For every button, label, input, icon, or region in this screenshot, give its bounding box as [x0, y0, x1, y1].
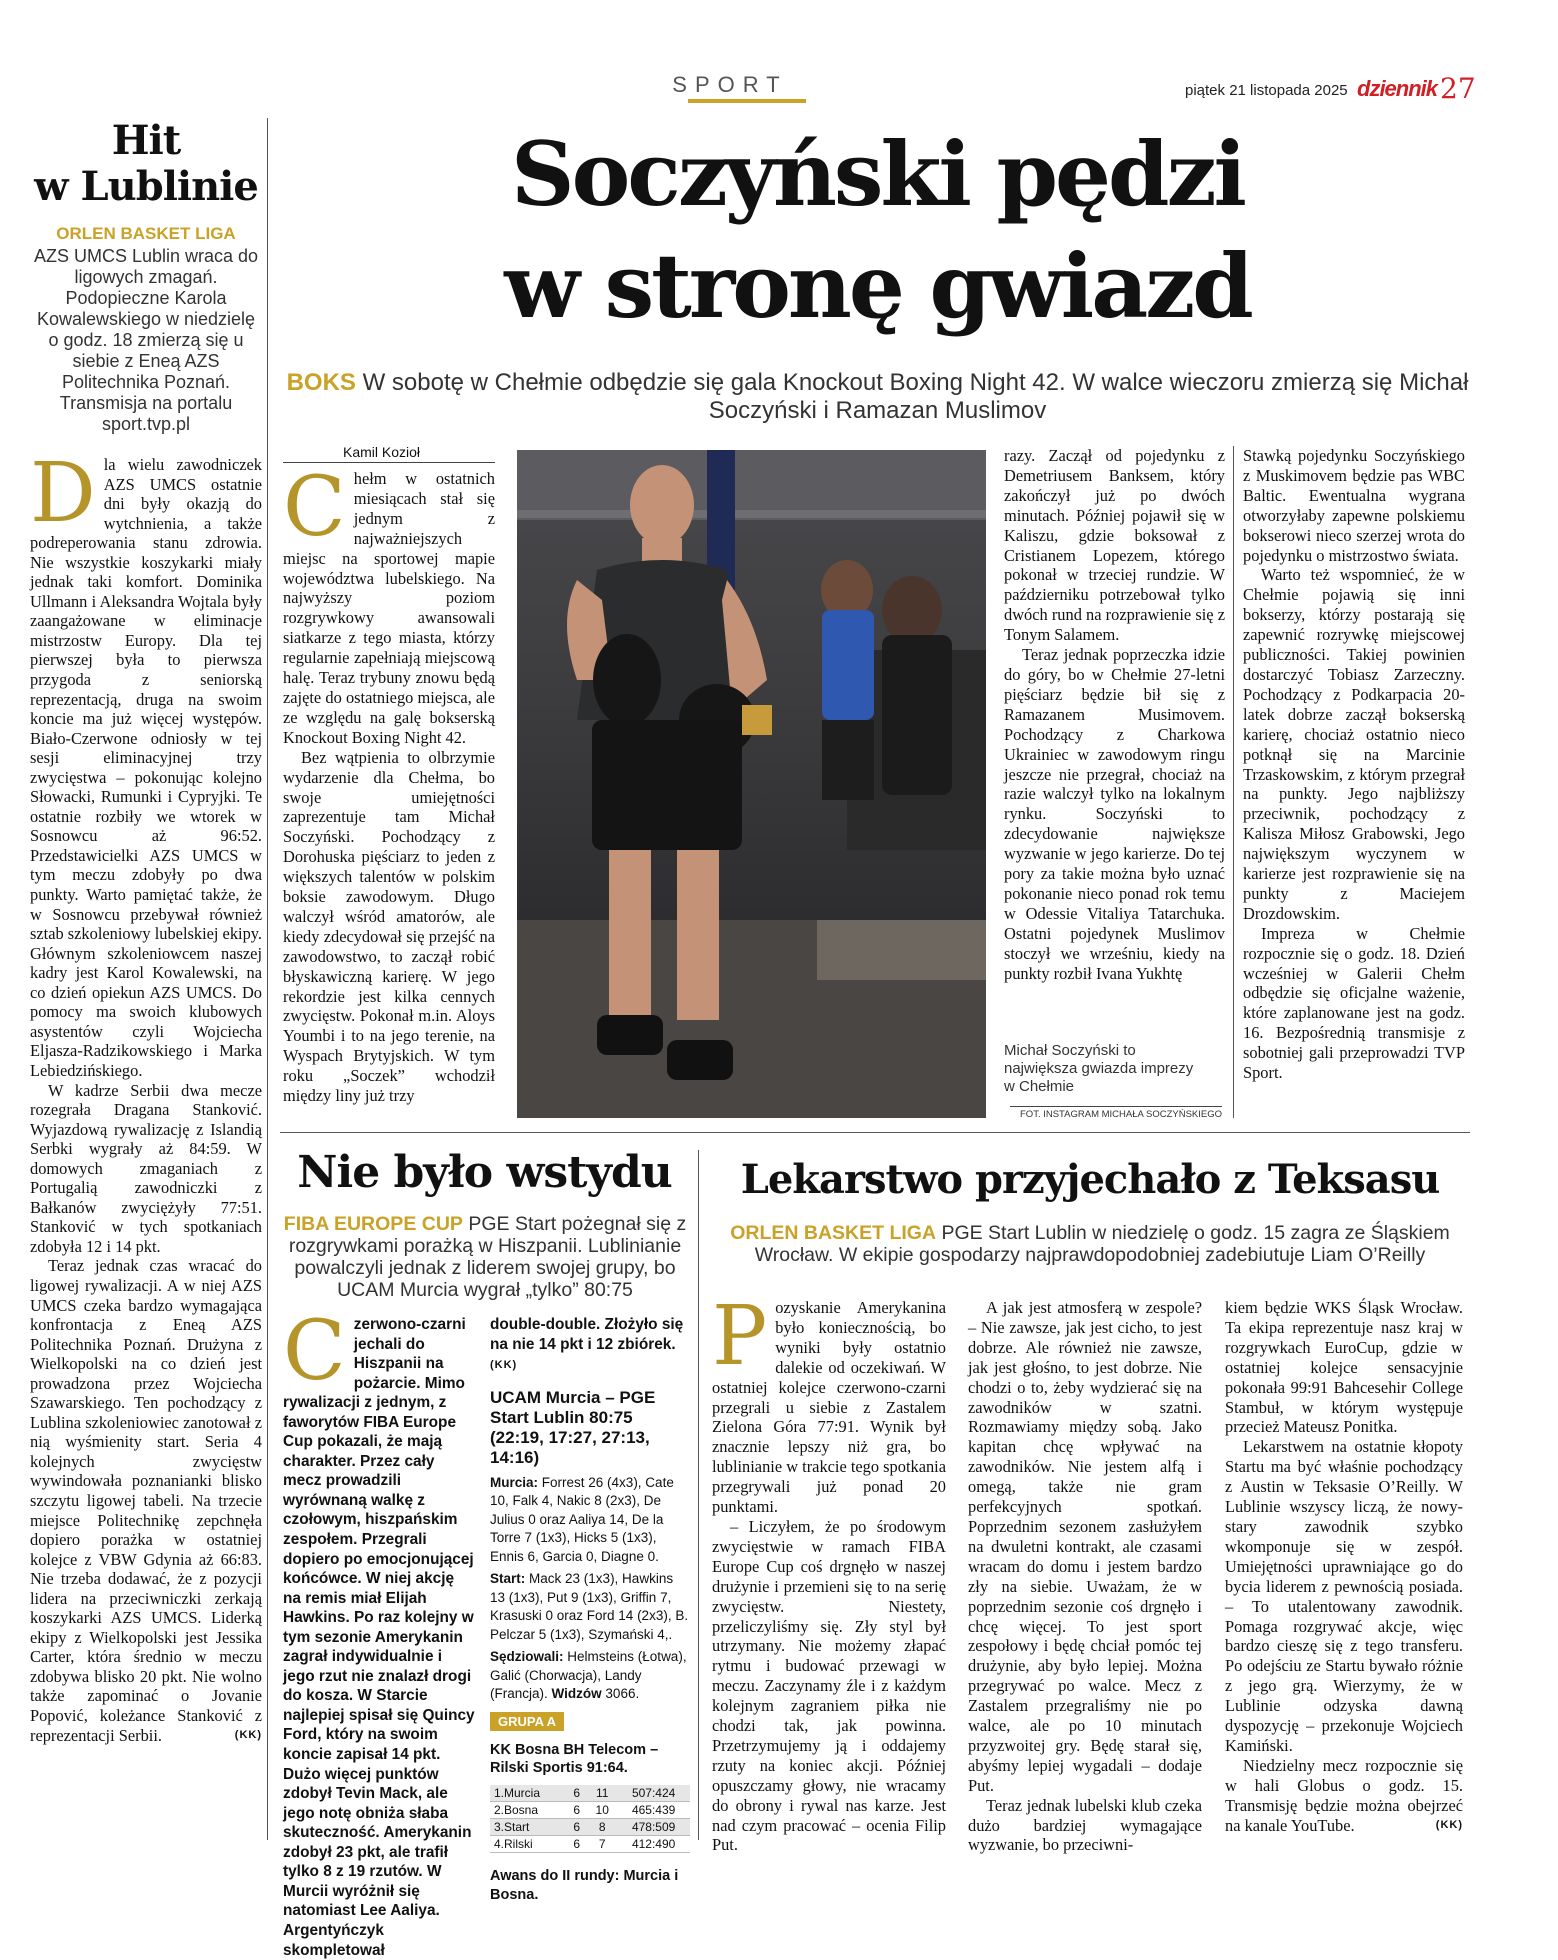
table-row	[490, 1835, 690, 1852]
texas-lead	[710, 1222, 1470, 1266]
main-paragraph: Impreza w Chełmie rozpocznie się o godz. 18. Dzień wcześniej w Galerii Chełm odbędzie się oficjalne ważenie, które zaplanowane jest na godz. 16. Bezpośrednią transmisje z sobotniej gali przeprowadzi TVP Sport.	[1243, 923, 1465, 1083]
texas-paragraph: – Liczyłem, że po środowym zwycięstwie w ramach FIBA Europe Cup coś drgnęło w naszej drużynie i przemieni się to na serię zwycięstw. Niestety, przeliczyliśmy się. Zły styl był utrzymany. Nie możemy złapać rytmu i budować przewagi w meczu. Zaczynamy źle i z każdym kolejnym zagraniem piłka nie chodzi tak, jak powinna. Przetrzymujemy ją i oddajemy rzuty na koniec akcji. Później opuszczamy głowy, nie wracamy do obrony i rywal nas karze. Jest nad czym pracować – ocenia Filip Put.	[712, 1516, 946, 1855]
main-paragraph: Stawką pojedynku Soczyńskiego z Muskimovem będzie pas WBC Baltic. Ewentualna wygrana otworzyłaby zapewne polskiemu bokserowi nieco szerzej wrota do pojedynku o mistrzostwo świata.	[1243, 446, 1465, 565]
group-badge: GRUPA A	[490, 1712, 564, 1731]
main-paragraph: razy. Zaczął od pojedynku z Demetriusem Banksem, który zakończył już po dwóch minutach. Później pojawił się w Kaliszu, gdzie boksował z Cristianem Lopezem, którego pokonał w trzeciej rundzie. W październiku potrzebował tylko dwóch rund na rozprawienie się z Tonym Salamem.	[1004, 446, 1225, 645]
main-paragraph: Bez wątpienia to olbrzymie wydarzenie dla Chełma, bo swoje umiejętności zaprezentuje tam Michał Soczyński. Pochodzący z Dorohuska pięściarz to jeden z większych talentów w polskim boksie zawodowym. Długo walczył wśród amatorów, ale kiedy zdecydował się przejść na zawodowstwo, to zaczął robić błyskawiczną karierę. W jego rekordzie jest kilka cennych zwycięstw. Pokonał m.in. Aloys Youmbi i to na jego terenie, na Wyspach Brytyjskich. W tym roku „Soczek” wchodził między liny już trzy	[283, 747, 495, 1106]
table-cell: 2.Bosna	[490, 1801, 566, 1818]
issue-date: piątek 21 listopada 2025	[1185, 82, 1348, 99]
main-headline-line1: Soczyński pędzi	[511, 122, 1244, 226]
table-cell: 6	[566, 1835, 587, 1852]
fiba-lead-text: PGE Start pożegnał się z rozgrywkami porażką w Hiszpanii. Lublinianie powalczyli jednak z liderem swojej grupy, bo UCAM Murcia wygrał „tylko” 80:75	[288, 1213, 687, 1301]
texas-headline: Lekarstwo przyjechało z Teksasu	[740, 1156, 1440, 1203]
photo-caption: Michał Soczyński to największa gwiazda imprezy w Chełmie	[1004, 1042, 1194, 1095]
drop-cap: C	[283, 1304, 346, 1399]
texas-paragraph: Niedzielny mecz rozpocznie się w hali Globus o godz. 15. Transmisję będzie można obejrzeć na kanale YouTube. (KK)	[1225, 1755, 1463, 1835]
texas-paragraph: Lekarstwem na ostatnie kłopoty Startu ma być właśnie pochodzący z Austin w Teksasie O’Reilly. W Lublinie wszyscy liczą, że nowy-stary zawodnik szybko wkomponuje się w zespół. Umiejętności uprawniające go do bycia liderem z pewnością posiada. – To utalentowany zawodnik. Pomaga rozgrywać akcje, więc bardzo cieszę się z tego transferu. Po odejściu ze Startu bywało różnie z jego grą. Wierzymy, że w Lublinie odzyska dawną dyspozycję – przekonuje Wojciech Kamiński.	[1225, 1437, 1463, 1755]
sidebar	[30, 118, 262, 1745]
referees: Sędziowali: Helmsteins (Łotwa), Galić (Chorwacja), Landy (Francja). Widzów 3066.	[490, 1649, 687, 1702]
main-headline	[290, 118, 1465, 342]
sidebar-title	[30, 118, 262, 210]
table-cell: 6	[566, 1801, 587, 1818]
sidebar-paragraph: W kadrze Serbii dwa mecze rozegrała Dragana Stanković. Wyjazdową rywalizację z Islandią Serbki wygrały aż 84:59. W domowych zmaganiach z Portugalią zawodniczki z Bałkanów zwyciężyły 77:51. Stanković w tych spotkaniach zdobyła 12 i 14 pkt.	[30, 1080, 262, 1256]
sidebar-signature: (KK)	[234, 1728, 262, 1741]
sidebar-title-line1: Hit	[111, 117, 181, 164]
sidebar-body	[30, 446, 262, 1745]
main-paragraph: Teraz jednak poprzeczka idzie do góry, bo w Chełmie 27-letni pięściarz będzie bił się z Ramazanem Musimovem. Pochodzący z Charkowa Ukrainiec w zawodowym ringu jeszcze nie przegrał, chociaż na razie walczył tylko na lokalnym rynku. Soczyński to zdecydowanie największe wyzwanie w jego karierze. Do tej pory za takie można było uznać pokonanie nieco ponad rok temu w Odessie Vitaliya Tatarchuka. Ostatni pojedynek Muslimov stoczył we wrześniu, kiedy na punkty rozbił Ivana Yukhtę	[1004, 645, 1225, 983]
texas-col2	[968, 1298, 1202, 1855]
sidebar-paragraph: la wielu zawodniczek AZS UMCS ostatnie dni były okazją do wytchnienia, a także podreperowania stanu zdrowia. Nie wszystkie koszykarki miały jednak taki komfort. Dominika Ullmann i Aleksandra Wojtala były zaangażowane w eliminacje mistrzostw Europy. Dla tej pierwszej była to pierwsza przygoda z seniorską reprezentacją, druga na swoim koncie ma już więcej występów. Biało-Czerwone odniosły w tej sesji eliminacyjnej trzy zwycięstwa – pokonując kolejno Słowacki, Rumunki i Cypryjki. Te ostatnie rozbiły we wtorek w Sosnowcu aż 96:52. Przedstawicielki AZS UMCS w tym meczu zdobyły po dwa punkty. Warto pamiętać także, że w Sosnowcu przebywał również sztab szkoleniowy lubelskiej ekipy. Głównym szkoleniowcem naszej kadry jest Karol Kowalewski, na co dzień opiekun AZS UMCS. Do pomocy ma swoich klubowych asystentów czyli Wojciecha Eljasza-Radzikowskiego i Marka Lebiedzińskiego.	[30, 455, 262, 1080]
fiba-paragraph: double-double. Złożyło się na nie 14 pkt i 12 zbiórek.	[490, 1316, 684, 1353]
table-cell: 465:439	[617, 1801, 690, 1818]
sidebar-title-line2: w Lublinie	[34, 163, 258, 210]
boxer-photo	[517, 450, 986, 1118]
texas-signature: (KK)	[1435, 1818, 1463, 1831]
main-paragraph: Warto też wspomnieć, że w Chełmie pojawią się inni bokserzy, którzy postarają się zapewnić rozrywkę miejscowej publiczności. Takiej powinien dostarczyć Tobiasz Zarzeczny. Pochodzący z Podkarpacia 20-latek dobrze zaczął bokserską karierę, chociaż ostatnio nieco potknął się na Marcinie Trzaskowskim, z którym przegrał na punkty. Jego najbliższy przeciwnik, pochodzący z Kalisza Miłosz Grabowski, Jego największym wyczynem w karierze jest rozprawienie się na punkty z Maciejem Drozdowskim.	[1243, 565, 1465, 923]
table-cell: 4.Rilski	[490, 1835, 566, 1852]
main-kicker: BOKS	[286, 369, 356, 396]
texas-kicker: ORLEN BASKET LIGA	[730, 1222, 937, 1244]
start-lineup: Start: Mack 23 (1x3), Hawkins 13 (1x3), Put 9 (1x3), Griffin 7, Krasuski 0 oraz Ford 14 (2x3), B. Pelczar 5 (1x3), Szymański 4,.	[490, 1571, 689, 1642]
table-cell: 412:490	[617, 1835, 690, 1852]
fiba-kicker: FIBA EUROPE CUP	[283, 1213, 463, 1235]
drop-cap: D	[30, 446, 96, 541]
boxer-photo-illustration	[517, 450, 986, 1118]
fiba-lead	[275, 1213, 695, 1301]
standings-table	[490, 1785, 690, 1853]
main-lead	[285, 369, 1470, 425]
fiba-signature: (KK)	[490, 1359, 518, 1372]
group-result: KK Bosna BH Telecom – Rilski Sportis 91:64.	[490, 1741, 659, 1776]
sidebar-divider	[267, 118, 268, 1840]
table-cell: 507:424	[617, 1785, 690, 1802]
table-cell: 478:509	[617, 1818, 690, 1835]
texas-col1	[712, 1289, 946, 1855]
section-label: SPORT	[672, 72, 788, 97]
fiba-col1	[283, 1304, 475, 1960]
fiba-headline: Nie było wstydu	[297, 1147, 672, 1198]
murcia-lineup: Murcia: Forrest 26 (4x3), Cate 10, Falk 4, Nakic 8 (2x3), De Julius 0 oraz Aaliya 14, De la Torre 7 (1x3), Hicks 5 (1x3), Ennis 6, Garcia 0, Diagne 0.	[490, 1474, 674, 1564]
texas-paragraph: ozyskanie Amerykanina było koniecznością, bo wyniki były ostatnio dalekie od oczekiwań. W ostatniej kolejce czerwono-czarni przegrali u siebie z Zastalem Zielona Góra 77:91. Wynik był znacznie lepszy niż gra, bo lublinianie w trakcie tego spotkania przegrywali już ponad 20 punktami.	[712, 1298, 946, 1517]
table-cell: 1.Murcia	[490, 1785, 566, 1802]
main-col3	[1243, 446, 1465, 1083]
texas-paragraph: kiem będzie WKS Śląsk Wrocław. Ta ekipa reprezentuje nasz kraj w rozgrywkach EuroCup, gdzie w ostatniej kolejce sensacyjnie pokonała 99:91 Bahcesehir College Stambuł, w którym występuje przecież Mateusz Ponitka.	[1225, 1298, 1463, 1437]
table-cell: 8	[587, 1818, 617, 1835]
texas-paragraph: A jak jest atmosferą w zespole? – Nie zawsze, jak jest cicho, to jest dobrze. Ale również nie zawsze, jak jest głośno, to jest dobrze. Nie chodzi o to, żeby wydzierać się na zawodników w szatni. Rozmawiamy między sobą. Jako kapitan chcę wpływać na zawodników. Nie jestem alfą i omegą, także nie gram perfekcyjnych spotkań. Poprzednim sezonem zasłużyłem na dwuletni kontrakt, ale czasami wracam do domu i jestem bardzo zły na siebie. Uważam, że w poprzednim sezonie coś drgnęło i chcę więcej. To jest sport zespołowy i będę chciał pomóc tej drużynie, aby było lepiej. Można przegrywać po walce. Mecz z Zastalem przegraliśmy nie po walce, ale po 10 minutach przyzwoitej gry. Będę starał się, abyśmy lepiej wygadali – dodaje Put.	[968, 1298, 1202, 1795]
main-col-divider	[1233, 446, 1234, 1118]
score-title: UCAM Murcia – PGE Start Lublin 80:75 (22:19, 17:27, 27:13, 14:16)	[490, 1387, 656, 1467]
fiba-col2	[490, 1315, 690, 1905]
table-cell: 7	[587, 1835, 617, 1852]
advance-note: Awans do II rundy: Murcia i Bosna.	[490, 1867, 679, 1903]
table-cell: 11	[587, 1785, 617, 1802]
drop-cap: C	[283, 460, 346, 555]
texas-lead-text: PGE Start Lublin w niedzielę o godz. 15 zagra ze Śląskiem Wrocław. W ekipie gospodarzy najprawdopodobniej zadebiutuje Liam O’Reilly	[754, 1222, 1450, 1266]
table-cell: 10	[587, 1801, 617, 1818]
texas-col3	[1225, 1298, 1463, 1835]
photo-credit: FOT. INSTAGRAM MICHAŁA SOCZYŃSKIEGO	[1010, 1106, 1222, 1120]
page-number: 27	[1440, 72, 1476, 105]
table-row	[490, 1801, 690, 1818]
author-byline: Kamil Kozioł	[283, 444, 495, 463]
texas-paragraph: Teraz jednak lubelski klub czeka dużo bardziej wymagające wyzwanie, bo przeciwni-	[968, 1795, 1202, 1855]
section-underline	[688, 99, 806, 103]
sidebar-kicker: ORLEN BASKET LIGA	[56, 224, 236, 243]
main-col2	[1004, 446, 1225, 983]
table-cell: 6	[566, 1818, 587, 1835]
section-divider	[280, 1132, 1470, 1133]
newspaper-logo: dziennik	[1357, 76, 1438, 101]
table-row	[490, 1785, 690, 1802]
main-col1	[283, 444, 495, 1106]
table-row	[490, 1818, 690, 1835]
sidebar-paragraph: Teraz jednak czas wracać do ligowej rywalizacji. A w niej AZS UMCS czeka bardzo wymagająca konfrontacja z Eneą AZS Politechnika Poznań. Drużyna z Wielkopolski na co dzień jest prowadzona przez Wojciecha Szawarskiego. Ten pochodzący z Lublina szkoleniowiec zanotował z nią wyśmienity start. Seria 4 kolejnych zwycięstw wywindowała poznanianki blisko szczytu ligowej tabeli. Na trzecie miejsce Politechnikę zepchnęła dopiero porażka w ostatniej kolejce z VBW Gdynia aż 66:83. Nie trzeba dodawać, że z pozycji lidera na przeciwniczki zerkają koszykarki AZS UMCS. Liderką ekipy z Wielkopolski jest Jessika Carter, która średnio w meczu zdobywa blisko 20 pkt. Nie wolno także zapominać o Jovanie Popović, koleżance Stanković z reprezentacji Serbii. (KK)	[30, 1256, 262, 1745]
main-lead-text: W sobotę w Chełmie odbędzie się gala Knockout Boxing Night 42. W walce wieczoru zmierzą się Michał Soczyński i Ramazan Muslimov	[362, 369, 1469, 424]
bottom-divider	[698, 1150, 699, 1840]
main-headline-line2: w stronę gwiazd	[504, 234, 1251, 338]
table-cell: 6	[566, 1785, 587, 1802]
main-paragraph: hełm w ostatnich miesiącach stał się jednym z najważniejszych miejsc na sportowej mapie województwa lubelskiego. Na najwyższy poziom rozgrywkowy awansowali siatkarze z tego miasta, którzy regularnie zapełniają miejscową halę. Teraz trybuny znowu będą zajęte do ostatniego miejsca, ale ze względu na galę bokserską Knockout Boxing Night 42.	[283, 469, 495, 747]
table-cell: 3.Start	[490, 1818, 566, 1835]
drop-cap: P	[712, 1289, 768, 1384]
fiba-paragraph: zerwono-czarni jechali do Hiszpanii na pożarcie. Mimo rywalizacji z jednym, z faworytów FIBA Europe Cup pokazali, że mają charakter. Przez cały mecz prowadzili wyrównaną walkę z czołowym, hiszpańskim zespołem. Przegrali dopiero po emocjonującej końcówce. W niej akcję na remis miał Elijah Hawkins. Po raz kolejny w tym sezonie Amerykanin zagrał indywidualnie i jego rzut nie znalazł drogi do kosza. W Starcie najlepiej spisał się Quincy Ford, który na swoim koncie zapisał 14 pkt. Dużo więcej punktów zdobył Tevin Mack, ale jego notę obniża słaba skuteczność. Amerykanin zdobył 23 pkt, ale trafił tylko 8 z 19 rzutów. W Murcii wyróżnił się natomiast Lee Aaliya. Argentyńczyk skompletował	[283, 1316, 475, 1959]
sidebar-lead: AZS UMCS Lublin wraca do ligowych zmagań. Podopieczne Karola Kowalewskiego w niedzielę o godz. 18 zmierzą się u siebie z Eneą AZS Politechnika Poznań. Transmisja na portalu sport.tvp.pl	[33, 246, 259, 434]
